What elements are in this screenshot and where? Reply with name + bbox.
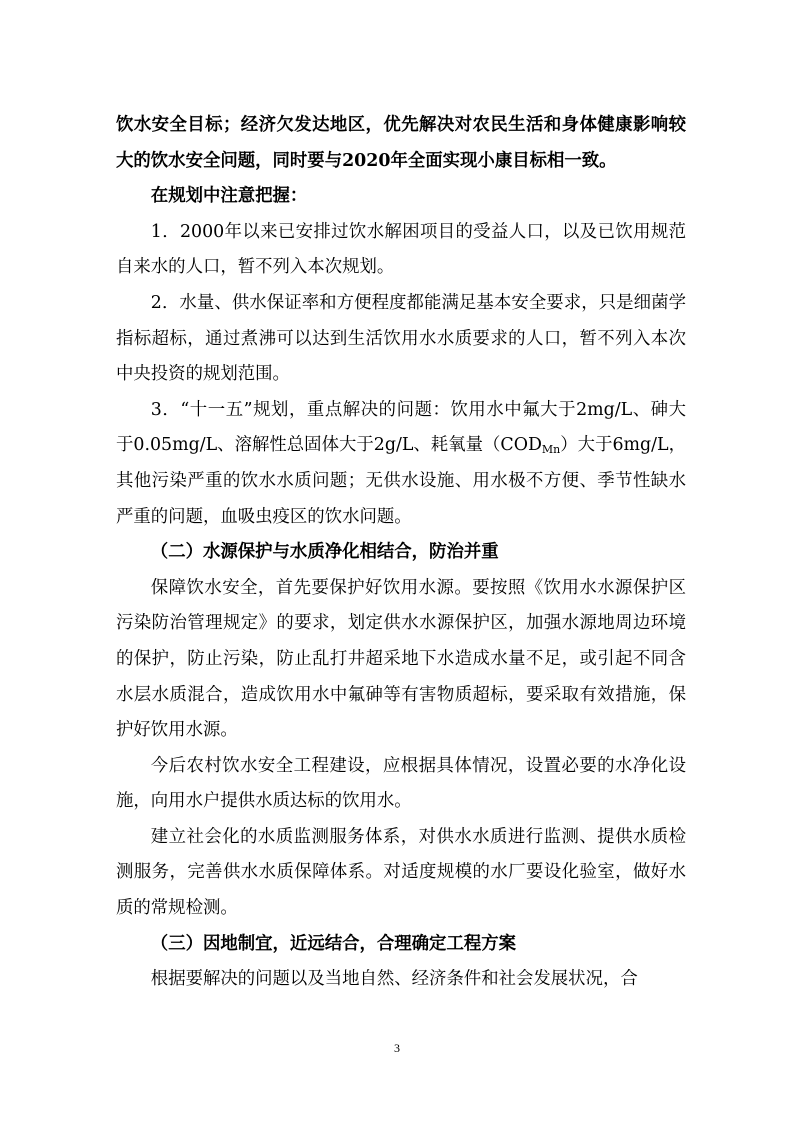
paragraph-goal-continuation: 饮水安全目标；经济欠发达地区，优先解决对农民生活和身体健康影响较大的饮水安全问题，同时要与2020年全面实现小康目标相一致。 (116, 115, 686, 171)
paragraph-monitoring: 建立社会化的水质监测服务体系，对供水水质进行监测、提供水质检测服务，完善供水水质保障体系。对适度规模的水厂要设化验室，做好水质的常规检测。 (116, 826, 686, 919)
cod-subscript: Mn (541, 443, 561, 457)
page-number: 3 (394, 1041, 400, 1055)
item-3-text-a: 3．“十一五”规划，重点解决的问题：饮用水中氟大于2mg/L、砷大于0.05mg/L、溶解性总固体大于2g/L、耗氧量（COD (116, 399, 686, 456)
paragraph-scheme: 根据要解决的问题以及当地自然、经济条件和社会发展状况，合 (150, 969, 638, 990)
section-heading-2: （二）水源保护与水质净化相结合，防治并重 (150, 542, 499, 563)
paragraph-source-protection: 保障饮水安全，首先要保护好饮用水源。要按照《饮用水水源保护区污染防治管理规定》的要求，划定供水水源保护区，加强水源地周边环境的保护，防止污染，防止乱打井超采地下水造成水量不足，或引起不同含水层水质混合，造成饮用水中氟砷等有害物质超标，要采取有效措施，保护好饮用水源。 (116, 577, 686, 741)
paragraph-purification: 今后农村饮水安全工程建设，应根据具体情况，设置必要的水净化设施，向用水户提供水质达标的饮用水。 (116, 755, 686, 812)
paragraph-item-3 (116, 393, 686, 535)
paragraph-item-2: 2．水量、供水保证率和方便程度都能满足基本安全要求，只是细菌学指标超标，通过煮沸可以达到生活饮用水水质要求的人口，暂不列入本次中央投资的规划范围。 (116, 292, 686, 385)
paragraph-planning-note: 在规划中注意把握： (150, 186, 308, 207)
item-3-text-b: ）大于6mg/L，其他污染严重的饮水水质问题；无供水设施、用水极不方便、季节性缺水严重的问题，血吸虫疫区的饮水问题。 (116, 435, 686, 527)
page-body (116, 108, 686, 998)
section-heading-3: （三）因地制宜，近远结合，合理确定工程方案 (150, 933, 517, 954)
paragraph-item-1: 1．2000年以来已安排过饮水解困项目的受益人口，以及已饮用规范自来水的人口，暂不列入本次规划。 (116, 221, 686, 278)
